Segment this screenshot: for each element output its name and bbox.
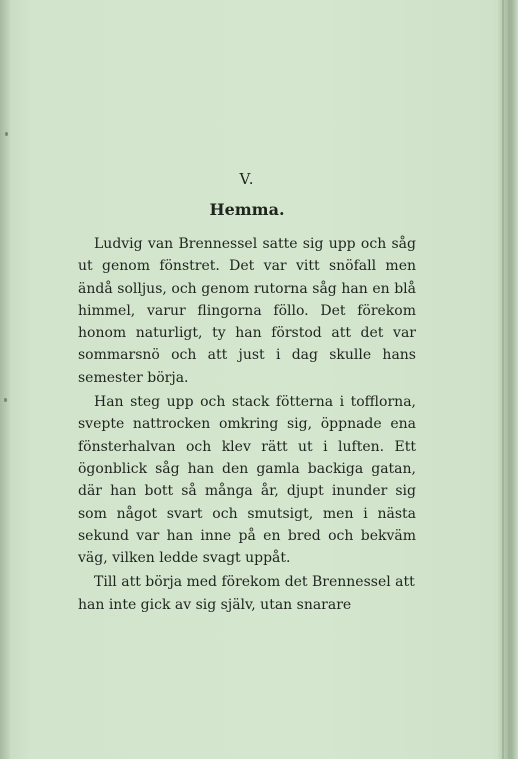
paragraph: Till att börja med förekom det Brennessel att han inte gick av sig själv, utan snarare <box>78 574 415 613</box>
ink-spot <box>5 132 8 136</box>
chapter-title: Hemma. <box>209 200 285 219</box>
paragraph: Ludvig van Brennessel satte sig upp och såg ut genom fönstret. Det var vitt snöfall men ändå solljus, och genom rutorna såg han en blå himmel, varur flingorna föllo. Det förekom honom naturligt, ty han förstod att det var sommarsnö och att just i dag skulle hans semester börja. <box>78 236 416 386</box>
page-left-edge <box>0 0 10 759</box>
page-edge-line <box>508 0 510 759</box>
paragraph: Han steg upp och stack fötterna i tofflorna, svepte nattrocken omkring sig, öppnade ena fönsterhalvan och klev rätt ut i luften. Ett ögonblick såg han den gamla backiga gatan, där han bott så många år, djupt inunder sig som något svart och smutsigt, men i nästa sekund var han inne på en bred och bekväm väg, vilken ledde svagt uppåt. <box>78 394 416 567</box>
ink-spot <box>4 398 7 402</box>
page-right-edge <box>496 0 518 759</box>
chapter-number: V. <box>239 170 255 188</box>
page-edge-line <box>502 0 504 759</box>
page-text <box>78 170 416 616</box>
